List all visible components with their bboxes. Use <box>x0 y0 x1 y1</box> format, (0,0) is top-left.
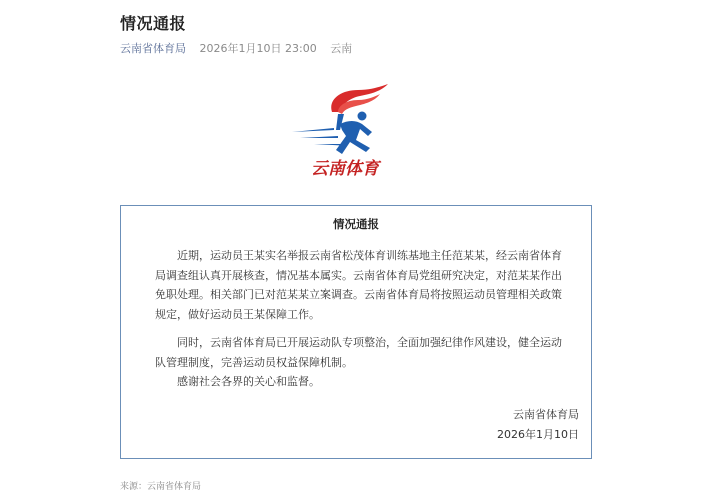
publish-location: 云南 <box>330 42 353 55</box>
yunnan-sports-logo <box>280 82 410 182</box>
signature-org: 云南省体育局 <box>513 408 579 421</box>
notice-paragraph: 近期，运动员王某实名举报云南省松茂体育训练基地主任范某某，经云南省体育局调查组认真开展核查，情况基本属实。云南省体育局党组研究决定，对范某某作出免职处理。相关部门已对范某某立案调查。云南省体育局将按照运动员管理相关政策规定，做好运动员王某保障工作。 <box>155 249 562 321</box>
notice-paragraph: 同时，云南省体育局已开展运动队专项整治，全面加强纪律作风建设，健全运动队管理制度，完善运动员权益保障机制。 <box>155 336 562 369</box>
logo-text: 云南体育 <box>311 159 379 179</box>
notice-box <box>120 205 592 459</box>
article-meta <box>120 40 362 56</box>
author-link[interactable]: 云南省体育局 <box>120 42 186 55</box>
notice-paragraph: 感谢社会各界的关心和监督。 <box>177 375 320 388</box>
source-line: 来源：云南省体育局 <box>120 482 202 492</box>
article-title: 情况通报 <box>120 14 187 33</box>
notice-heading: 情况通报 <box>333 217 379 231</box>
signature-date: 2026年1月10日 <box>497 428 579 441</box>
publish-datetime: 2026年1月10日 23:00 <box>199 42 317 55</box>
